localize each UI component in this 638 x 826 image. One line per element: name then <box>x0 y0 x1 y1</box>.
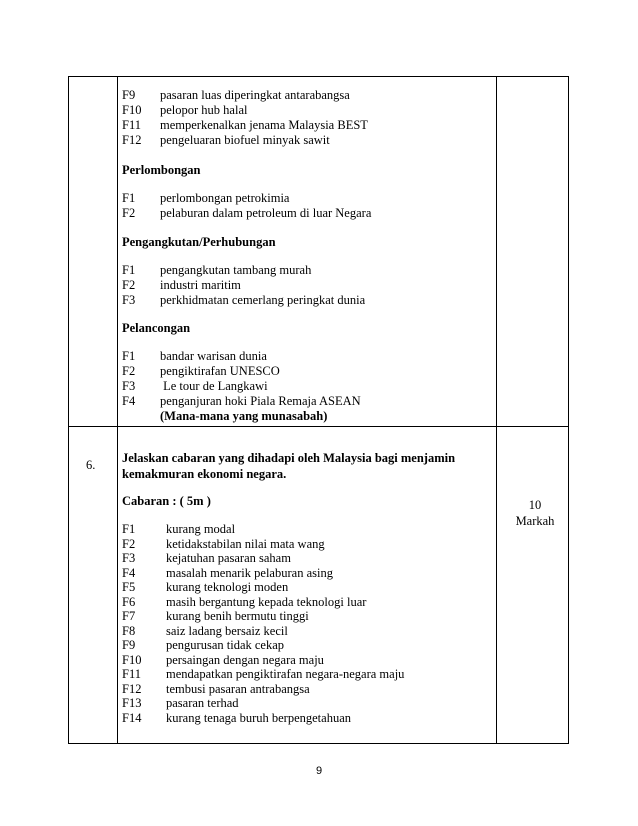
item-code: F1 <box>122 522 136 536</box>
table-column-divider-2 <box>496 76 497 744</box>
item-text: pelaburan dalam petroleum di luar Negara <box>160 206 372 220</box>
item-code: F9 <box>122 88 136 102</box>
item-text: memperkenalkan jenama Malaysia BEST <box>160 118 368 132</box>
item-code: F3 <box>122 379 136 393</box>
item-text: perlombongan petrokimia <box>160 191 290 205</box>
marks-value: 10 <box>528 498 542 512</box>
item-code: F8 <box>122 624 136 638</box>
item-code: F3 <box>122 293 136 307</box>
item-code: F12 <box>122 133 142 147</box>
item-code: F10 <box>122 653 142 667</box>
item-code: F2 <box>122 278 136 292</box>
item-text: kurang modal <box>166 522 236 536</box>
item-code: F5 <box>122 580 136 594</box>
item-text: pasaran terhad <box>166 696 239 710</box>
item-code: F11 <box>122 667 141 681</box>
item-code: F4 <box>122 394 136 408</box>
note-any-reasonable: (Mana-mana yang munasabah) <box>160 409 328 423</box>
item-text: penganjuran hoki Piala Remaja ASEAN <box>160 394 361 408</box>
table-border-bottom <box>68 743 569 744</box>
question-number: 6. <box>86 458 96 472</box>
page-number: 9 <box>315 765 323 777</box>
item-code: F7 <box>122 609 136 623</box>
table-row-divider <box>68 426 569 427</box>
item-text: persaingan dengan negara maju <box>166 653 324 667</box>
item-code: F1 <box>122 349 136 363</box>
item-code: F11 <box>122 118 141 132</box>
table-border-top <box>68 76 569 77</box>
item-code: F2 <box>122 537 136 551</box>
item-text: pengurusan tidak cekap <box>166 638 285 652</box>
item-code: F1 <box>122 263 136 277</box>
question-text-line1: Jelaskan cabaran yang dihadapi oleh Malaysia bagi menjamin <box>122 451 456 465</box>
item-code: F2 <box>122 364 136 378</box>
table-border-right <box>568 76 569 744</box>
item-text: kurang teknologi moden <box>166 580 289 594</box>
item-text: pelopor hub halal <box>160 103 248 117</box>
item-text: Le tour de Langkawi <box>160 379 268 393</box>
item-text: pengiktirafan UNESCO <box>160 364 280 378</box>
item-text: kurang benih bermutu tinggi <box>166 609 309 623</box>
heading-pengangkutan: Pengangkutan/Perhubungan <box>122 235 276 249</box>
item-text: pengeluaran biofuel minyak sawit <box>160 133 330 147</box>
item-text: bandar warisan dunia <box>160 349 267 363</box>
item-text: mendapatkan pengiktirafan negara-negara maju <box>166 667 405 681</box>
item-text: ketidakstabilan nilai mata wang <box>166 537 325 551</box>
item-code: F10 <box>122 103 142 117</box>
table-column-divider-1 <box>117 76 118 744</box>
item-code: F9 <box>122 638 136 652</box>
item-code: F2 <box>122 206 136 220</box>
table-border-left <box>68 76 69 744</box>
marks-label: Markah <box>515 514 555 528</box>
item-code: F3 <box>122 551 136 565</box>
item-code: F12 <box>122 682 142 696</box>
item-text: tembusi pasaran antrabangsa <box>166 682 310 696</box>
item-text: kejatuhan pasaran saham <box>166 551 291 565</box>
item-code: F4 <box>122 566 136 580</box>
item-code: F14 <box>122 711 142 725</box>
heading-pelancongan: Pelancongan <box>122 321 191 335</box>
heading-cabaran: Cabaran : ( 5m ) <box>122 494 211 508</box>
question-text-line2: kemakmuran ekonomi negara. <box>122 467 287 481</box>
item-code: F13 <box>122 696 142 710</box>
item-text: pengangkutan tambang murah <box>160 263 312 277</box>
item-text: kurang tenaga buruh berpengetahuan <box>166 711 351 725</box>
item-text: masih bergantung kepada teknologi luar <box>166 595 367 609</box>
item-code: F1 <box>122 191 136 205</box>
item-text: saiz ladang bersaiz kecil <box>166 624 288 638</box>
item-text: industri maritim <box>160 278 241 292</box>
item-code: F6 <box>122 595 136 609</box>
item-text: masalah menarik pelaburan asing <box>166 566 333 580</box>
heading-perlombongan: Perlombongan <box>122 163 201 177</box>
item-text: perkhidmatan cemerlang peringkat dunia <box>160 293 366 307</box>
item-text: pasaran luas diperingkat antarabangsa <box>160 88 350 102</box>
